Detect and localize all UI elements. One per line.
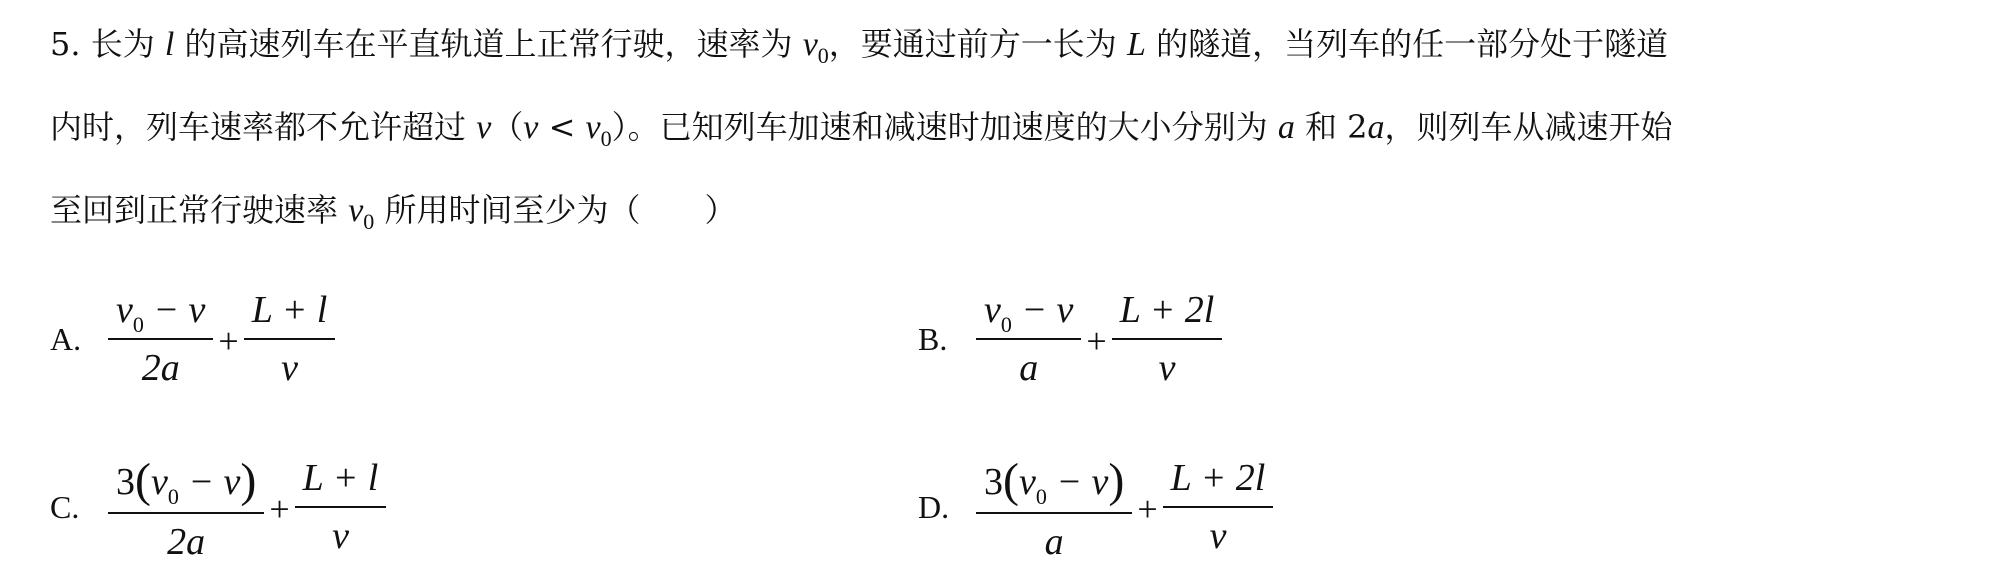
denominator: a [976,338,1081,390]
denominator: v [295,506,387,558]
subscript-0: 0 [1035,483,1047,509]
numerator [108,451,264,512]
numerator [976,451,1132,512]
symbol-l: l [164,26,175,63]
fraction [244,288,336,390]
open-paren: ( [135,453,151,507]
symbol-v0: v [116,289,133,331]
question-text: 内时，列车速率都不允许超过 [50,108,477,146]
symbol-a: a [1367,109,1385,146]
question-text: （ [491,108,524,146]
question-text: ，要通过前方一长为 [828,25,1127,63]
option-formula [105,288,338,390]
denominator: 2a [108,338,213,390]
subscript-0: 0 [167,483,179,509]
question-text: 和 2 [1294,108,1368,146]
option-d[interactable] [918,452,1276,562]
symbol-a: a [1277,109,1295,146]
numerator: L + l [302,457,379,499]
denominator: a [976,512,1132,564]
option-formula [105,451,389,564]
fraction [1163,456,1274,558]
plus-sign: + [269,489,290,529]
question-text: 至回到正常行驶速率 [50,191,349,229]
fraction [295,456,387,558]
option-formula [973,451,1276,564]
symbol-v0: v [1018,460,1036,503]
plus-sign: + [1137,489,1158,529]
coefficient: 3 [116,460,135,503]
subscript-0: 0 [600,126,612,151]
symbol-v: v [476,109,492,146]
fraction [108,288,213,390]
numerator-rest: − v [143,289,206,331]
plus-sign: + [1086,321,1107,361]
option-label: C. [50,488,80,525]
numerator-rest: − v [1011,289,1074,331]
option-a[interactable] [50,284,338,394]
open-paren: ( [1003,453,1019,507]
fraction [976,288,1081,390]
denominator: v [1112,338,1223,390]
fraction [1112,288,1223,390]
option-b[interactable] [918,284,1225,394]
question-text: 所用时间至少为（ ） [374,191,737,229]
question-line-3 [50,190,736,234]
numerator [976,288,1081,338]
close-paren: ) [1108,453,1125,507]
symbol-v0: v [585,109,601,146]
symbol-L: L [1126,26,1146,63]
question-text: ，则列车从减速开始 [1384,108,1673,146]
denominator: v [1163,506,1274,558]
subscript-0: 0 [363,209,375,234]
numerator-rest: − v [1046,460,1109,503]
question-line-1 [50,24,1668,68]
option-label: D. [918,488,950,525]
option-formula [973,288,1225,390]
option-label: A. [50,320,82,357]
question-text: ）。已知列车加速和减速时加速度的大小分别为 [611,108,1278,146]
question-text: 的高速列车在平直轨道上正常行驶，速率为 [174,25,803,63]
numerator: L + 2l [1119,289,1215,331]
question-text: 的隧道，当列车的任一部分处于隧道 [1145,25,1669,63]
question-text: 5. 长为 [50,25,165,63]
symbol-v0: v [150,460,168,503]
symbol-v0: v [984,289,1001,331]
subscript-0: 0 [1000,312,1012,337]
symbol-v0: v [802,26,818,63]
numerator [108,288,213,338]
symbol-v: v [523,109,539,146]
fraction [976,451,1132,564]
denominator: v [244,338,336,390]
numerator: L + 2l [1170,457,1266,499]
numerator: L + l [251,289,328,331]
option-label: B. [918,320,948,357]
denominator: 2a [108,512,264,564]
question-line-2 [50,107,1673,151]
plus-sign: + [218,321,239,361]
subscript-0: 0 [132,312,144,337]
symbol-v0: v [348,192,364,229]
fraction [108,451,264,564]
less-than-sign: < [538,108,586,146]
option-c[interactable] [50,452,389,562]
close-paren: ) [240,453,257,507]
numerator-rest: − v [178,460,241,503]
subscript-0: 0 [817,43,829,68]
coefficient: 3 [984,460,1003,503]
